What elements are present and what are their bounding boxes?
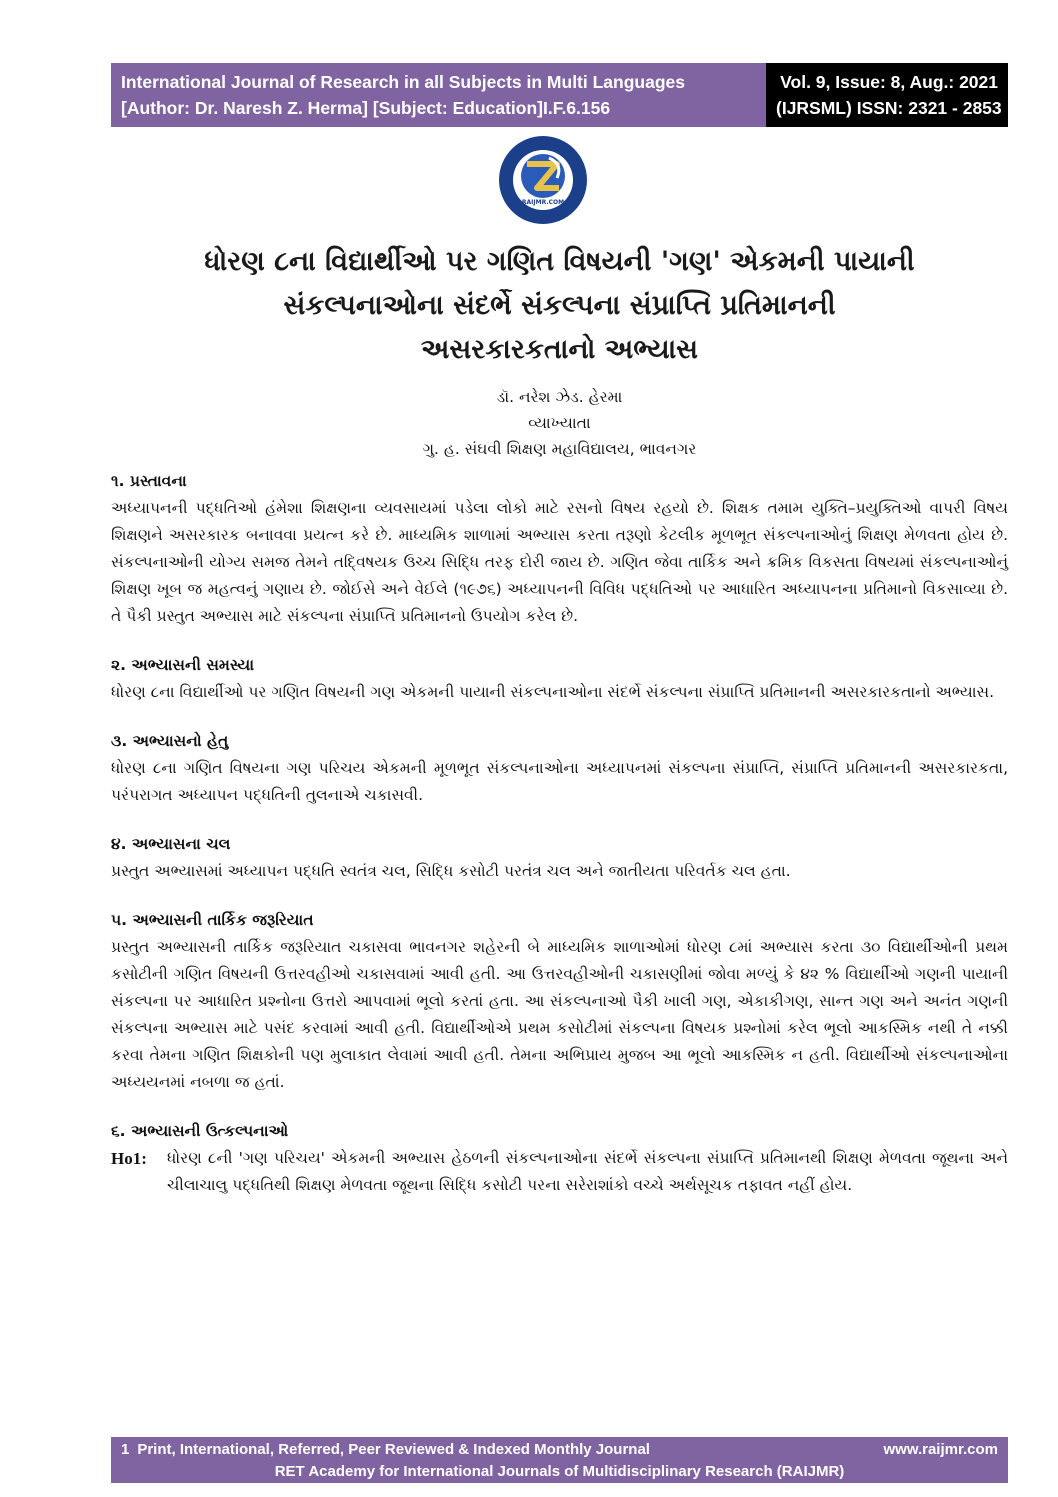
hypothesis-text: ધોરણ ૮ની 'ગણ પરિચય' એકમની અભ્યાસ હેઠળની સંકલ્પનાઓના સંદર્ભે સંકલ્પના સંપ્રાપ્તિ પ્રતિમાનથી શિક્ષણ મેળવતા જૂથના અને ચીલાચાલુ પદ્ધતિથી શિક્ષણ મેળવતા જૂથના સિદ્ધિ કસોટી પરના સરેરાશાંકો વચ્ચે અર્થસૂચક તફાવત નહીં હોય. [167, 1149, 1008, 1194]
title-line-1: ધોરણ ૮ના વિદ્યાર્થીઓ પર ગણિત વિષયની 'ગણ' એકમની પાયાની [204, 246, 915, 277]
page-number: 1 [121, 1441, 130, 1458]
section-3-body: ધોરણ ૮ના ગણિત વિષયના ગણ પરિચય એકમની મૂળભૂત સંકલ્પનાઓના અધ્યાપનમાં સંકલ્પના સંપ્રાપ્તિ, સંપ્રાપ્તિ પ્રતિમાનની અસરકારકતા, પરંપરાગત અધ્યાપન પદ્ધતિની તુલનાએ ચકાસવી. [111, 759, 1008, 804]
raijmr-logo-icon [497, 134, 589, 226]
section-3-heading: ૩. અભ્યાસનો હેતુ [111, 732, 229, 750]
section-4-body: પ્રસ્તુત અભ્યાસમાં અધ્યાપન પદ્ધતિ સ્વતંત્ર ચલ, સિદ્ધિ કસોટી પરતંત્ર ચલ અને જાતીયતા પરિવર્તક ચલ હતા. [111, 862, 791, 880]
section-6-heading: ૬. અભ્યાસની ઉત્કલ્પનાઓ [111, 1122, 289, 1140]
logo-text: RAIJMR.COM [521, 199, 565, 206]
hypothesis-label: Ho1: [111, 1149, 147, 1168]
volume-issue: Vol. 9, Issue: 8, Aug.: 2021 [780, 72, 998, 92]
section-1-body: અધ્યાપનની પદ્ધતિઓ હંમેશા શિક્ષણના વ્યવસાયમાં પડેલા લોકો માટે રસનો વિષય રહયો છે. શિક્ષક તમામ યુક્તિ–પ્રયુક્તિઓ વાપરી વિષય શિક્ષણને અસરકારક બનાવવા પ્રયત્ન કરે છે. માધ્યમિક શાળામાં અભ્યાસ કરતા તરૂણો કેટલીક મૂળભૂત સંકલ્પનાઓનું શિક્ષણ મેળવતા હોય છે. સંકલ્પનાઓની યોગ્ય સમજ તેમને તદ્‍વિષયક ઉચ્ચ સિદ્ધિ તરફ દોરી જાય છે. ગણિત જેવા તાર્કિક અને ક્રમિક વિકસતા વિષયમાં સંકલ્પનાઓનું શિક્ષણ ખૂબ જ મહત્વનું ગણાય છે. જોઈસે અને વેઈલે (૧૯૭૬) અધ્યાપનની વિવિધ પદ્ધતિઓ પર આધારિત અધ્યાપનના પ્રતિમાનો વિકસાવ્યા છે. તે પૈકી પ્રસ્તુત અભ્યાસ માટે સંકલ્પના સંપ્રાપ્તિ પ્રતિમાનનો ઉપયોગ કરેલ છે. [111, 499, 1008, 625]
footer-left [121, 1439, 650, 1461]
journal-name: International Journal of Research in all Subjects in Multi Languages [121, 72, 685, 92]
paper-title [111, 240, 1008, 372]
footer-top-row [121, 1439, 998, 1461]
academy-name: RET Academy for International Journals of Multidisciplinary Research (RAIJMR) [274, 1463, 845, 1480]
issn: (IJRSML) ISSN: 2321 - 2853 [776, 98, 1002, 118]
header-right-panel [766, 63, 1008, 127]
author-designation: વ્યાખ્યાતા [528, 414, 591, 432]
author-name: ડૉ. નરેશ ઝેડ. હેરમા [496, 388, 623, 406]
header-left-panel [111, 63, 766, 127]
section-1-heading: ૧. પ્રસ્તાવના [111, 472, 187, 490]
author-subject-line: [Author: Dr. Naresh Z. Herma] [Subject: Education]I.F.6.156 [121, 98, 611, 118]
section-4-heading: ૪. અભ્યાસના ચલ [111, 835, 231, 853]
section-5-heading: ૫. અભ્યાસની તાર્કિક જરૂરિયાત [111, 911, 314, 929]
section-5-body: પ્રસ્તુત અભ્યાસની તાર્કિક જરૂરિયાત ચકાસવા ભાવનગર શહેરની બે માધ્યમિક શાળાઓમાં ધોરણ ૮માં અભ્યાસ કરતા ૩૦ વિદ્યાર્થીઓની પ્રથમ કસોટીની ગણિત વિષયની ઉત્તરવહીઓ ચકાસવામાં આવી હતી. આ ઉત્તરવહીઓની ચકાસણીમાં જોવા મળ્યું કે ૪૨ % વિદ્યાર્થીઓ ગણની પાયાની સંકલ્પના પર આધારિત પ્રશ્નોના ઉત્તરો આપવામાં ભૂલો કરતાં હતા. આ સંકલ્પનાઓ પૈકી ખાલી ગણ, એકાકીગણ, સાન્ત ગણ અને અનંત ગણની સંકલ્પના અભ્યાસ માટે પસંદ કરવામાં આવી હતી. વિદ્યાર્થીઓએ પ્રથમ કસોટીમાં સંકલ્પના વિષયક પ્રશ્નોમાં કરેલ ભૂલો આકસ્મિક નથી તે નક્કી કરવા તેમના ગણિત શિક્ષકોની પણ મુલાકાત લેવામાં આવી હતી. તેમના અભિપ્રાય મુજબ આ ભૂલો આકસ્મિક ન હતી. વિદ્યાર્થીઓ સંકલ્પનાઓના અધ્યયનમાં નબળા જ હતાં. [111, 938, 1008, 1091]
journal-description: Print, International, Referred, Peer Reviewed & Indexed Monthly Journal [137, 1441, 650, 1458]
author-block [111, 384, 1008, 462]
website-link[interactable]: www.raijmr.com [883, 1441, 998, 1458]
author-institute: ગુ. હ. સંઘવી શિક્ષણ મહાવિદ્યાલય, ભાવનગર [422, 440, 697, 458]
title-line-2: સંકલ્પનાઓના સંદર્ભે સંકલ્પના સંપ્રાપ્તિ પ્રતિમાનની [283, 290, 836, 321]
journal-footer [111, 1437, 1008, 1483]
paper-body [111, 468, 1008, 1199]
journal-header [111, 63, 1008, 127]
hypothesis-item [111, 1145, 1008, 1199]
section-2-body: ધોરણ ૮ના વિદ્યાર્થીઓ પર ગણિત વિષયની ગણ એકમની પાયાની સંકલ્પનાઓના સંદર્ભે સંકલ્પના સંપ્રાપ્તિ પ્રતિમાનની અસરકારકતાનો અભ્યાસ. [111, 683, 995, 701]
title-line-3: અસરકારકતાનો અભ્યાસ [420, 334, 699, 365]
section-2-heading: ૨. અભ્યાસની સમસ્યા [111, 656, 255, 674]
